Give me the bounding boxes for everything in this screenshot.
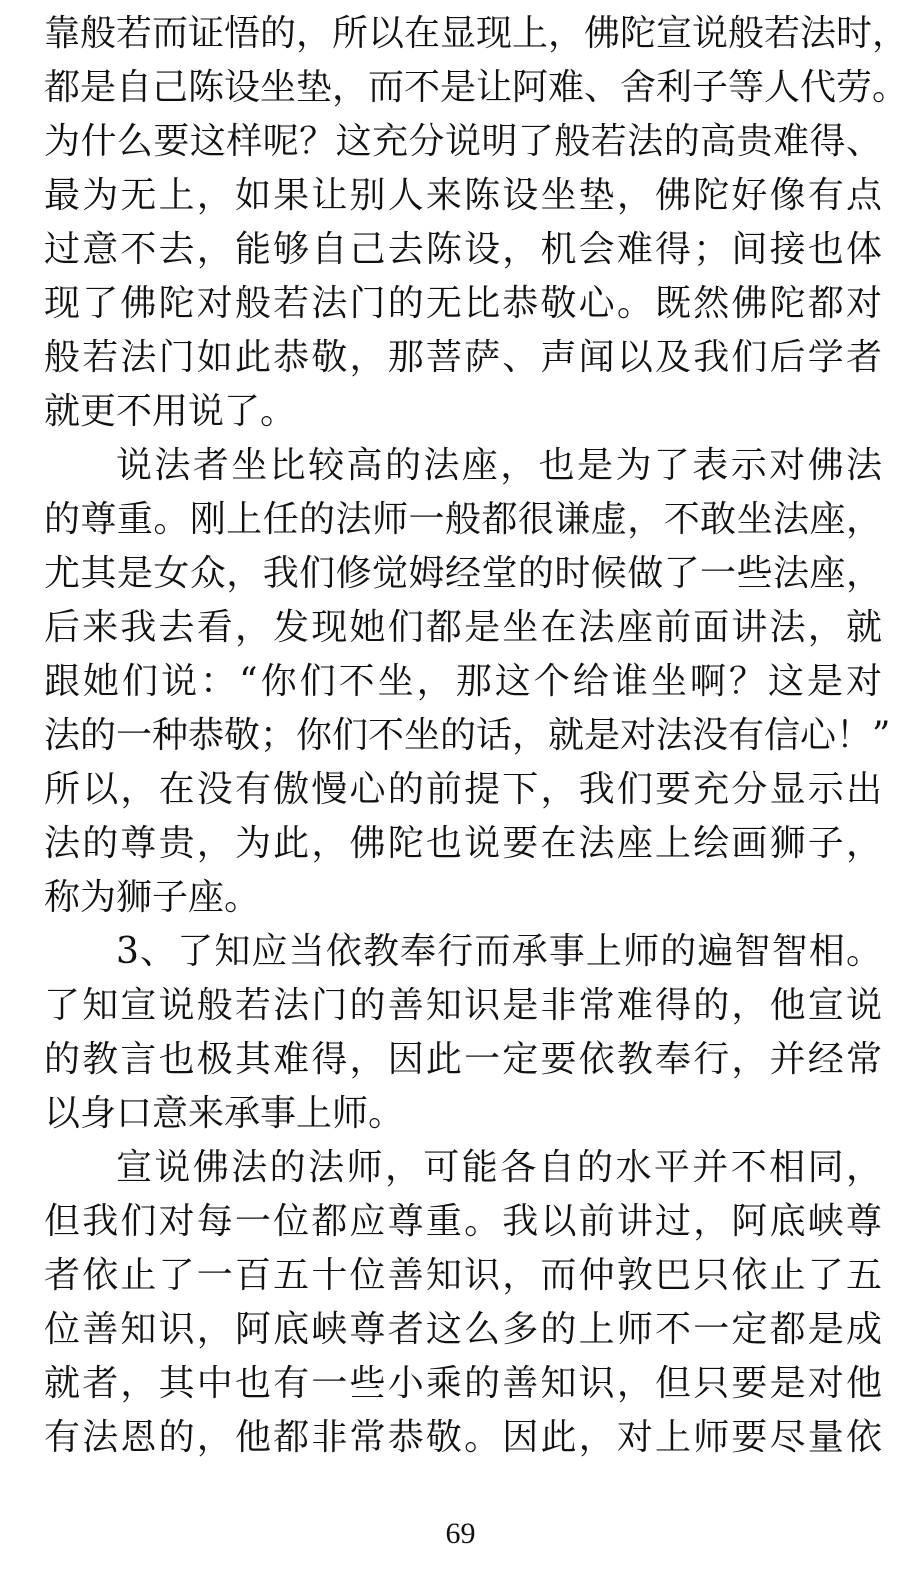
text-line: 为什么要这样呢？这充分说明了般若法的高贵难得、 bbox=[44, 121, 882, 162]
text-line: 所以，在没有傲慢心的前提下，我们要充分显示出 bbox=[44, 769, 882, 810]
text-line: 的尊重。刚上任的法师一般都很谦虚，不敢坐法座， bbox=[44, 499, 882, 540]
paragraph-start-line: 说法者坐比较高的法座，也是为了表示对佛法 bbox=[116, 445, 882, 486]
text-line: 过意不去，能够自己去陈设，机会难得；间接也体 bbox=[44, 229, 882, 270]
text-line: 般若法门如此恭敬，那菩萨、声闻以及我们后学者 bbox=[44, 337, 882, 378]
text-line: 称为狮子座。 bbox=[44, 877, 261, 918]
text-line: 就者，其中也有一些小乘的善知识，但只要是对他 bbox=[44, 1363, 882, 1404]
page-number: 69 bbox=[445, 1517, 476, 1550]
text-line: 就更不用说了。 bbox=[44, 391, 297, 432]
text-line: 尤其是女众，我们修觉姆经堂的时候做了一些法座， bbox=[44, 553, 882, 594]
text-line: 者依止了一百五十位善知识，而仲敦巴只依止了五 bbox=[44, 1255, 882, 1296]
text-line: 都是自己陈设坐垫，而不是让阿难、舍利子等人代劳。 bbox=[44, 67, 909, 108]
text-line: 法的一种恭敬；你们不坐的话，就是对法没有信心！” bbox=[44, 715, 891, 756]
text-line: 有法恩的，他都非常恭敬。因此，对上师要尽量依 bbox=[44, 1417, 882, 1458]
text-line: 法的尊贵，为此，佛陀也说要在法座上绘画狮子， bbox=[44, 823, 882, 864]
text-line: 靠般若而证悟的，所以在显现上，佛陀宣说般若法时， bbox=[44, 13, 909, 54]
text-line: 以身口意来承事上师。 bbox=[44, 1093, 405, 1134]
text-line: 后来我去看，发现她们都是坐在法座前面讲法，就 bbox=[44, 607, 882, 648]
text-line: 位善知识，阿底峡尊者这么多的上师不一定都是成 bbox=[44, 1309, 882, 1350]
paragraph-start-line: 宣说佛法的法师，可能各自的水平并不相同， bbox=[116, 1147, 882, 1188]
section-heading-line: 3、了知应当依教奉行而承事上师的遍智智相。 bbox=[116, 931, 882, 972]
text-line: 现了佛陀对般若法门的无比恭敬心。既然佛陀都对 bbox=[44, 283, 882, 324]
text-line: 最为无上，如果让别人来陈设坐垫，佛陀好像有点 bbox=[44, 175, 882, 216]
text-line: 的教言也极其难得，因此一定要依教奉行，并经常 bbox=[44, 1039, 882, 1080]
text-line: 跟她们说：“你们不坐，那这个给谁坐啊？这是对 bbox=[44, 661, 882, 702]
text-line: 了知宣说般若法门的善知识是非常难得的，他宣说 bbox=[44, 985, 882, 1026]
text-line: 但我们对每一位都应尊重。我以前讲过，阿底峡尊 bbox=[44, 1201, 882, 1242]
